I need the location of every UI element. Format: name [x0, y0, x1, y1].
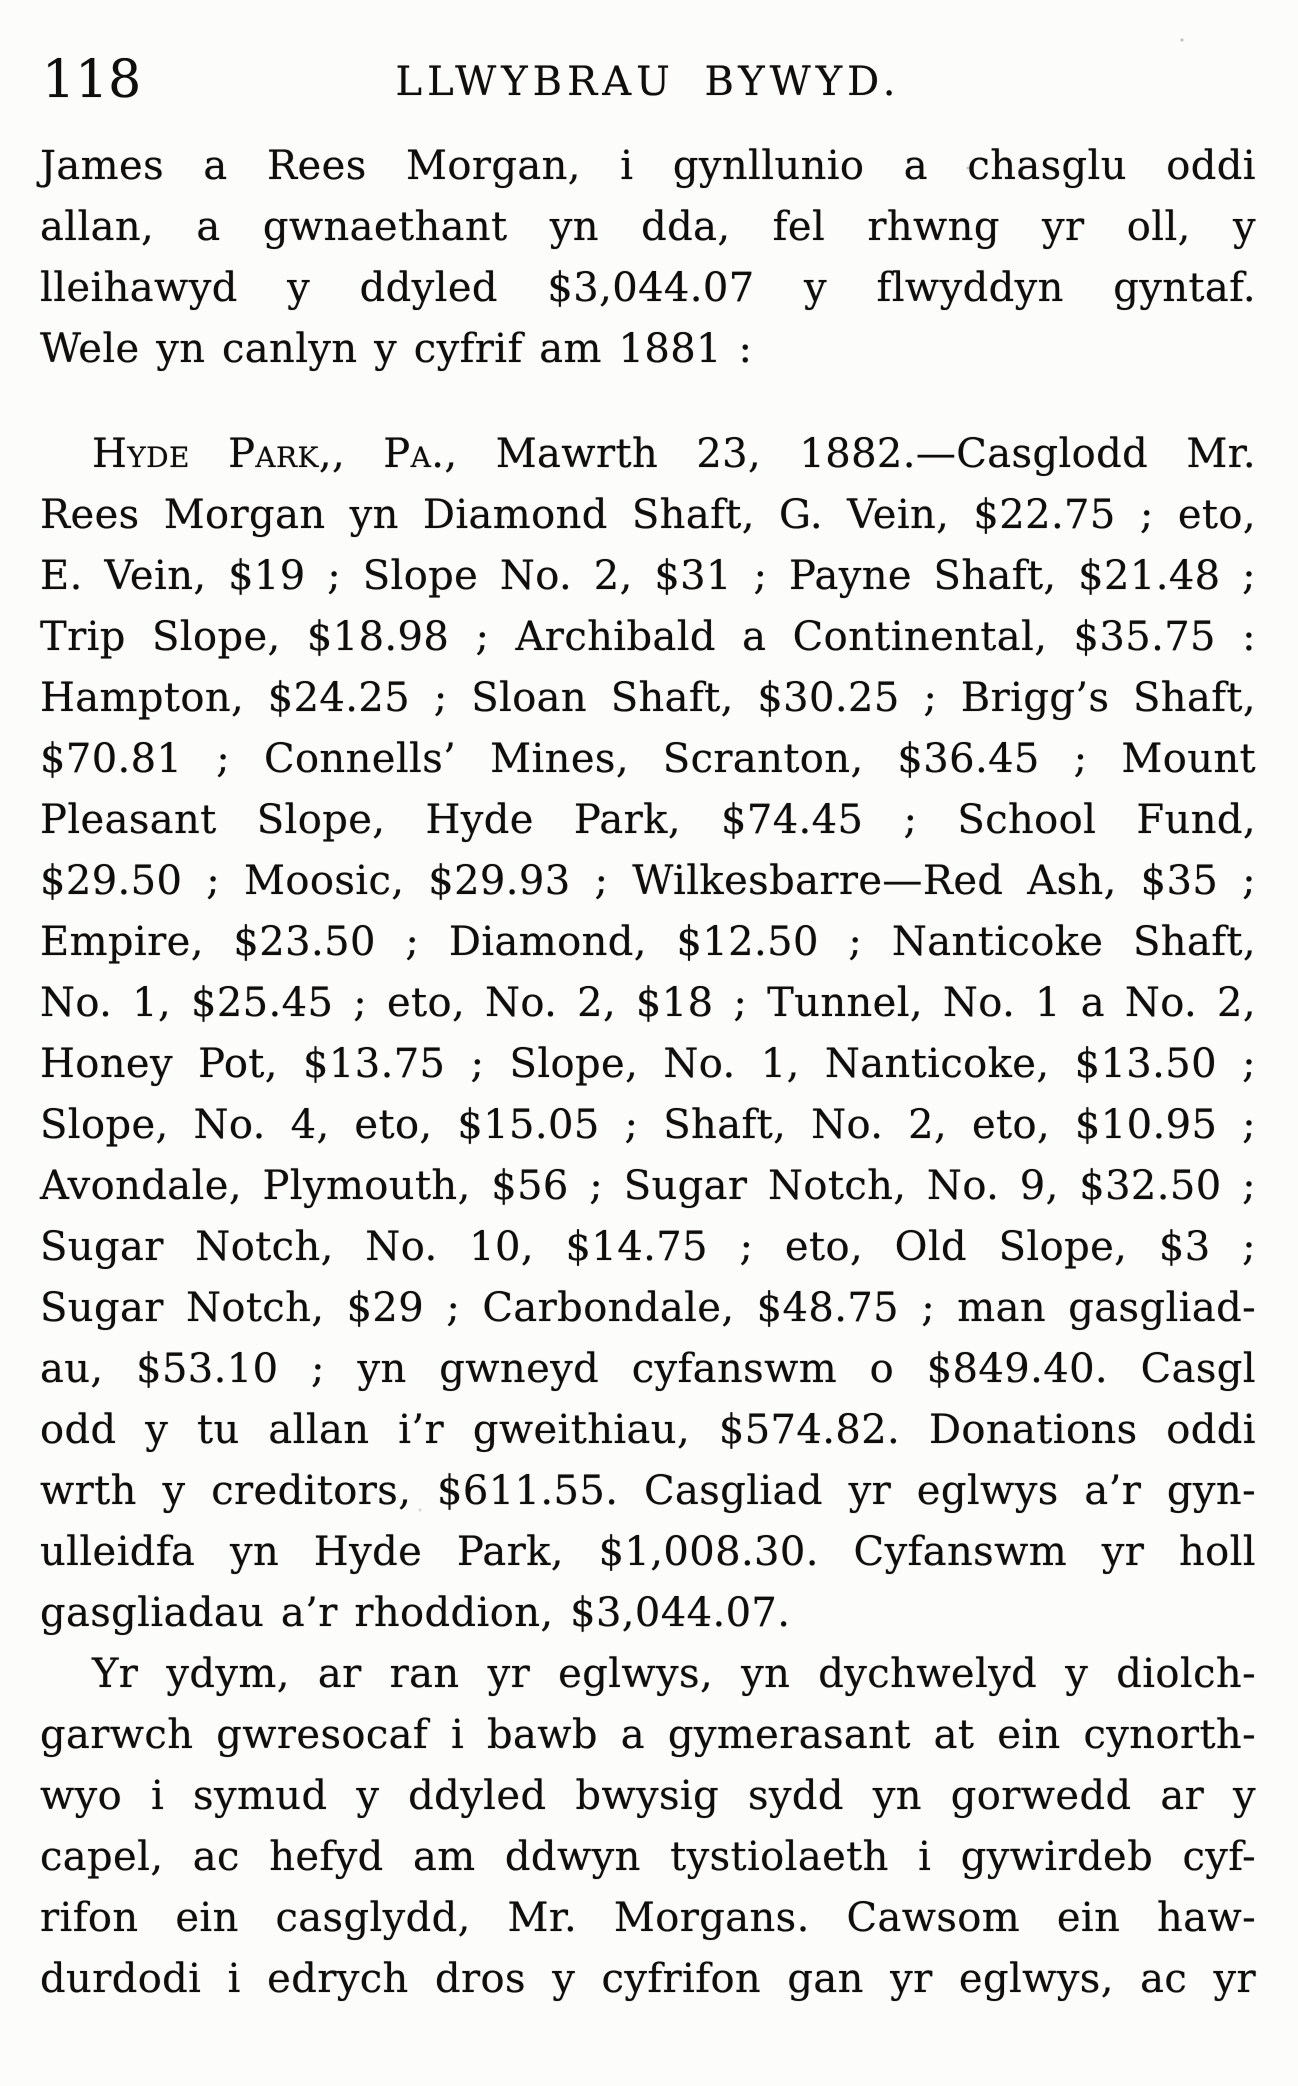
text-line: James a Rees Morgan, i gynllunio a chasglu oddi [40, 143, 1256, 189]
text-line-dateline [40, 424, 1256, 485]
body-text [40, 136, 1256, 2010]
text-line: capel, ac hefyd am ddwyn tystiolaeth i gywirdeb cyf- [40, 1834, 1256, 1880]
text-line: durdodi i edrych dros y cyfrifon gan yr eglwys, ac yr [40, 1956, 1256, 2002]
paragraph-account [40, 424, 1256, 1644]
text-line: $70.81 ; Connells’ Mines, Scranton, $36.45 ; Mount [40, 736, 1256, 782]
text-line: Sugar Notch, No. 10, $14.75 ; eto, Old Slope, $3 ; [40, 1224, 1256, 1270]
text-line: Sugar Notch, $29 ; Carbondale, $48.75 ; man gasgliad- [40, 1285, 1256, 1331]
page-header [40, 50, 1256, 114]
text-line: Empire, $23.50 ; Diamond, $12.50 ; Nanticoke Shaft, [40, 919, 1256, 965]
text-line: $29.50 ; Moosic, $29.93 ; Wilkesbarre—Red Ash, $35 ; [40, 858, 1256, 904]
dateline-rest: Mawrth 23, 1882.—Casglodd Mr. [457, 431, 1257, 477]
text-line: Rees Morgan yn Diamond Shaft, G. Vein, $22.75 ; eto, [40, 492, 1256, 538]
paragraph-thanks [40, 1644, 1256, 2010]
text-line: Slope, No. 4, eto, $15.05 ; Shaft, No. 2, eto, $10.95 ; [40, 1102, 1256, 1148]
page-number: 118 [42, 50, 142, 110]
text-line: garwch gwresocaf i bawb a gymerasant at ein cynorth- [40, 1712, 1256, 1758]
paragraph-intro [40, 136, 1256, 380]
text-line: au, $53.10 ; yn gwneyd cyfanswm o $849.40. Casgl [40, 1346, 1256, 1392]
text-line: rifon ein casglydd, Mr. Morgans. Cawsom ein haw- [40, 1895, 1256, 1941]
text-line: Avondale, Plymouth, $56 ; Sugar Notch, No. 9, $32.50 ; [40, 1163, 1256, 1209]
text-line: Pleasant Slope, Hyde Park, $74.45 ; School Fund, [40, 797, 1256, 843]
text-line: gasgliadau a’r rhoddion, $3,044.07. [40, 1590, 791, 1636]
dateline-smallcaps: Hyde Park,, Pa., [92, 431, 458, 477]
text-line: No. 1, $25.45 ; eto, No. 2, $18 ; Tunnel, No. 1 a No. 2, [40, 980, 1256, 1026]
text-line: ulleidfa yn Hyde Park, $1,008.30. Cyfanswm yr holl [40, 1529, 1256, 1575]
text-line: wrth y creditors, $611.55. Casgliad yr eglwys a’r gyn- [40, 1468, 1256, 1514]
text-line: odd y tu allan i’r gweithiau, $574.82. Donations oddi [40, 1407, 1256, 1453]
text-line: Wele yn canlyn y cyfrif am 1881 : [40, 326, 753, 372]
running-header-title: LLWYBRAU BYWYD. [395, 59, 901, 105]
text-line: Trip Slope, $18.98 ; Archibald a Continental, $35.75 : [40, 614, 1256, 660]
text-line: Honey Pot, $13.75 ; Slope, No. 1, Nanticoke, $13.50 ; [40, 1041, 1256, 1087]
text-line: E. Vein, $19 ; Slope No. 2, $31 ; Payne Shaft, $21.48 ; [40, 553, 1256, 599]
text-line: allan, a gwnaethant yn dda, fel rhwng yr oll, y [40, 204, 1256, 250]
text-line: Hampton, $24.25 ; Sloan Shaft, $30.25 ; Brigg’s Shaft, [40, 675, 1256, 721]
text-line: wyo i symud y ddyled bwysig sydd yn gorwedd ar y [40, 1773, 1256, 1819]
text-line: lleihawyd y ddyled $3,044.07 y flwyddyn gyntaf. [40, 265, 1256, 311]
text-line: Yr ydym, ar ran yr eglwys, yn dychwelyd y diolch- [92, 1651, 1256, 1697]
